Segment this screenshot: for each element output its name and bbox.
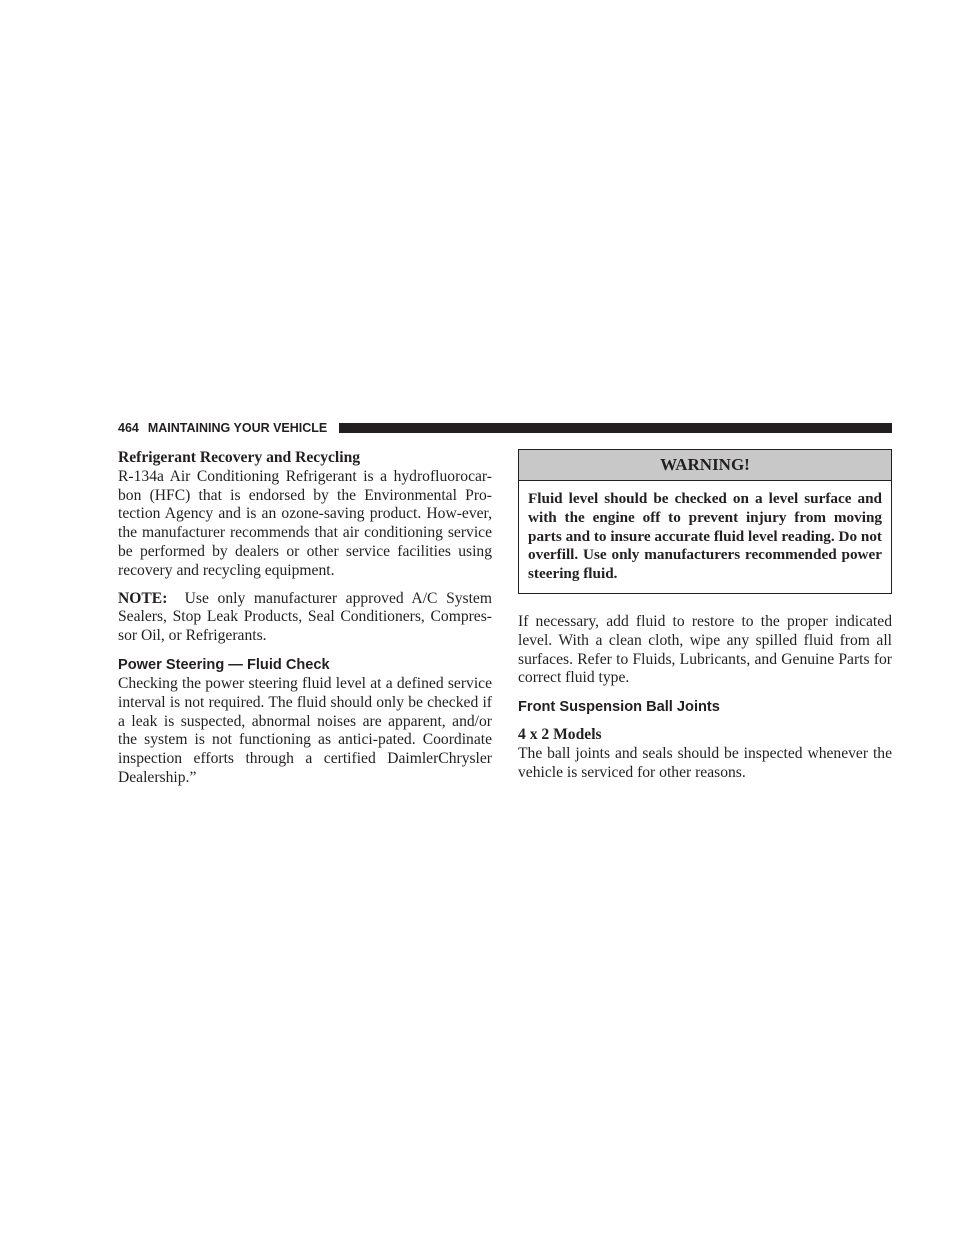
note-text: Use only manufacturer approved A/C System Sealers, Stop Leak Products, Seal Conditioners, Compres-sor Oil, or Refrigerants. [118,589,492,645]
right-column [518,449,892,792]
models-heading: 4 x 2 Models [518,726,602,744]
warning-box [518,449,892,594]
page-number: 464 [118,421,139,435]
note-label: NOTE: [118,589,168,607]
left-column [118,449,492,797]
refrigerant-paragraph: R-134a Air Conditioning Refrigerant is a hydrofluorocar-bon (HFC) that is endorsed by the Environmental Pro-tection Agency and is an ozone-saving product. How-ever, the manufacturer recommends that air conditioning service be performed by dealers or other service facilities using recovery and recycling equipment. [118,467,492,579]
ball-joints-heading: Front Suspension Ball Joints [518,699,720,716]
power-steering-heading: Power Steering — Fluid Check [118,656,330,673]
power-steering-paragraph: Checking the power steering fluid level at a defined service interval is not required. The fluid should only be checked if a leak is suspected, abnormal noises are apparent, and/or the system is not functioning as antici-pated. Coordinate inspection efforts through a certified DaimlerChrysler Dealership.” [118,674,492,786]
warning-title: WARNING! [519,450,891,481]
fluid-paragraph: If necessary, add fluid to restore to the proper indicated level. With a clean cloth, wipe any spilled fluid from all surfaces. Refer to Fluids, Lubricants, and Genuine Parts for correct fluid type. [518,612,892,687]
header-rule [339,423,892,433]
models-paragraph: The ball joints and seals should be inspected whenever the vehicle is serviced for other reasons. [518,744,892,781]
refrigerant-heading: Refrigerant Recovery and Recycling [118,449,361,466]
note-paragraph [118,590,492,646]
section-title: MAINTAINING YOUR VEHICLE [147,421,328,435]
warning-text: Fluid level should be checked on a level surface and with the engine off to prevent injury from moving parts and to insure accurate fluid level reading. Do not overfill. Use only manufacturers recommended power steering fluid. [528,490,882,583]
page-header [118,418,892,438]
